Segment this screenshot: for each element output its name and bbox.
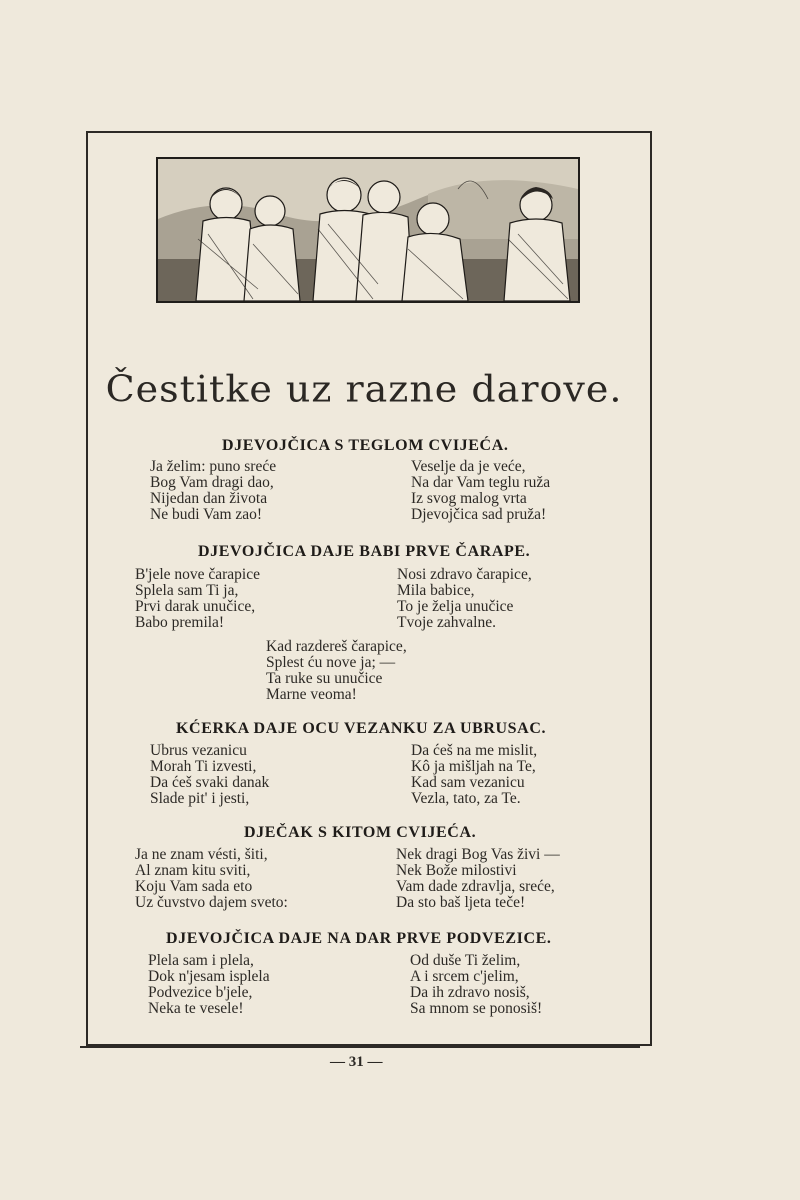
verse-line: B'jele nove čarapice	[135, 566, 260, 583]
verse-line: A i srcem c'jelim,	[410, 968, 519, 985]
verse-line: Kad razdereš čarapice,	[266, 638, 407, 655]
verse-line: Al znam kitu sviti,	[135, 862, 251, 879]
verse-line: Slade pit' i jesti,	[150, 790, 250, 807]
verse-line: Kô ja mišljah na Te,	[411, 758, 536, 775]
verse-line: Plela sam i plela,	[148, 952, 254, 969]
section-heading: KĆERKA DAJE OCU VEZANKU ZA UBRUSAC.	[176, 720, 547, 737]
verse-line: Dok n'jesam isplela	[148, 968, 270, 985]
page-number: — 31 —	[330, 1054, 383, 1070]
verse-line: Neka te vesele!	[148, 1000, 244, 1017]
verse-line: Ja želim: puno sreće	[150, 458, 277, 475]
verse-line: Od duše Ti želim,	[410, 952, 521, 969]
verse-line: Nijedan dan života	[150, 490, 268, 507]
verse-line: Da ćeš na me mislit,	[411, 742, 538, 759]
verse-line: Da ih zdravo nosiš,	[410, 984, 530, 1001]
verse-line: Mila babice,	[397, 582, 475, 599]
page-title: Čestitke uz razne darove.	[105, 368, 623, 410]
verse-right	[411, 459, 550, 523]
section-heading: DJEČAK S KITOM CVIJEĆA.	[244, 824, 477, 841]
verse-line: Da sto baš ljeta teče!	[396, 894, 526, 911]
verse-line: Tvoje zahvalne.	[397, 614, 496, 631]
verse-line: Uz čuvstvo dajem sveto:	[135, 894, 288, 911]
verse-line: Sa mnom se ponosiš!	[410, 1000, 543, 1017]
verse-line: Koju Vam sada eto	[135, 878, 253, 895]
verse-line: To je želja unučice	[397, 598, 514, 615]
verse-right	[410, 953, 542, 1017]
verse-line: Ubrus vezanicu	[150, 742, 247, 759]
verse-left	[148, 953, 270, 1017]
verse-line: Morah Ti izvesti,	[150, 758, 257, 775]
verse-left	[135, 567, 260, 631]
verse-line: Podvezice b'jele,	[148, 984, 253, 1001]
verse-line: Bog Vam dragi dao,	[150, 474, 274, 491]
verse-line: Veselje da je veće,	[411, 458, 526, 475]
verse-line: Ne budi Vam zao!	[150, 506, 263, 523]
verse-line: Nosi zdravo čarapice,	[397, 566, 532, 583]
verse-line: Babo premila!	[135, 614, 225, 631]
bottom-rule	[80, 1046, 640, 1048]
verse-right	[397, 567, 532, 631]
verse-left	[150, 743, 269, 807]
verse-line: Nek dragi Bog Vas živi —	[396, 846, 560, 863]
verse-line: Prvi darak unučice,	[135, 598, 256, 615]
illustration-girls-dancing	[156, 157, 580, 303]
section-heading: DJEVOJČICA DAJE NA DAR PRVE PODVEZICE.	[166, 930, 552, 947]
verse-line: Na dar Vam teglu ruža	[411, 474, 551, 491]
verse-line: Kad sam vezanicu	[411, 774, 525, 791]
section-heading: DJEVOJČICA S TEGLOM CVIJEĆA.	[222, 437, 509, 454]
section-heading: DJEVOJČICA DAJE BABI PRVE ČARAPE.	[198, 543, 531, 560]
verse-line: Marne veoma!	[266, 686, 357, 703]
verse-line: Ja ne znam vésti, šiti,	[135, 846, 268, 863]
verse-left	[150, 459, 276, 523]
verse-line: Vezla, tato, za Te.	[411, 790, 521, 807]
verse-right	[411, 743, 537, 807]
verse-line: Iz svog malog vrta	[411, 490, 527, 507]
verse-line: Splest ću nove ja; —	[266, 654, 396, 671]
verse-line: Djevojčica sad pruža!	[411, 506, 547, 523]
verse-line: Ta ruke su unučice	[266, 670, 383, 687]
verse-right	[396, 847, 560, 911]
verse-line: Splela sam Ti ja,	[135, 582, 239, 599]
verse-left	[135, 847, 288, 911]
verse-line: Da ćeš svaki danak	[150, 774, 270, 791]
verse-line: Nek Bože milostivi	[396, 862, 517, 879]
verse-line: Vam dade zdravlja, sreće,	[396, 878, 555, 895]
verse-center	[266, 639, 407, 703]
